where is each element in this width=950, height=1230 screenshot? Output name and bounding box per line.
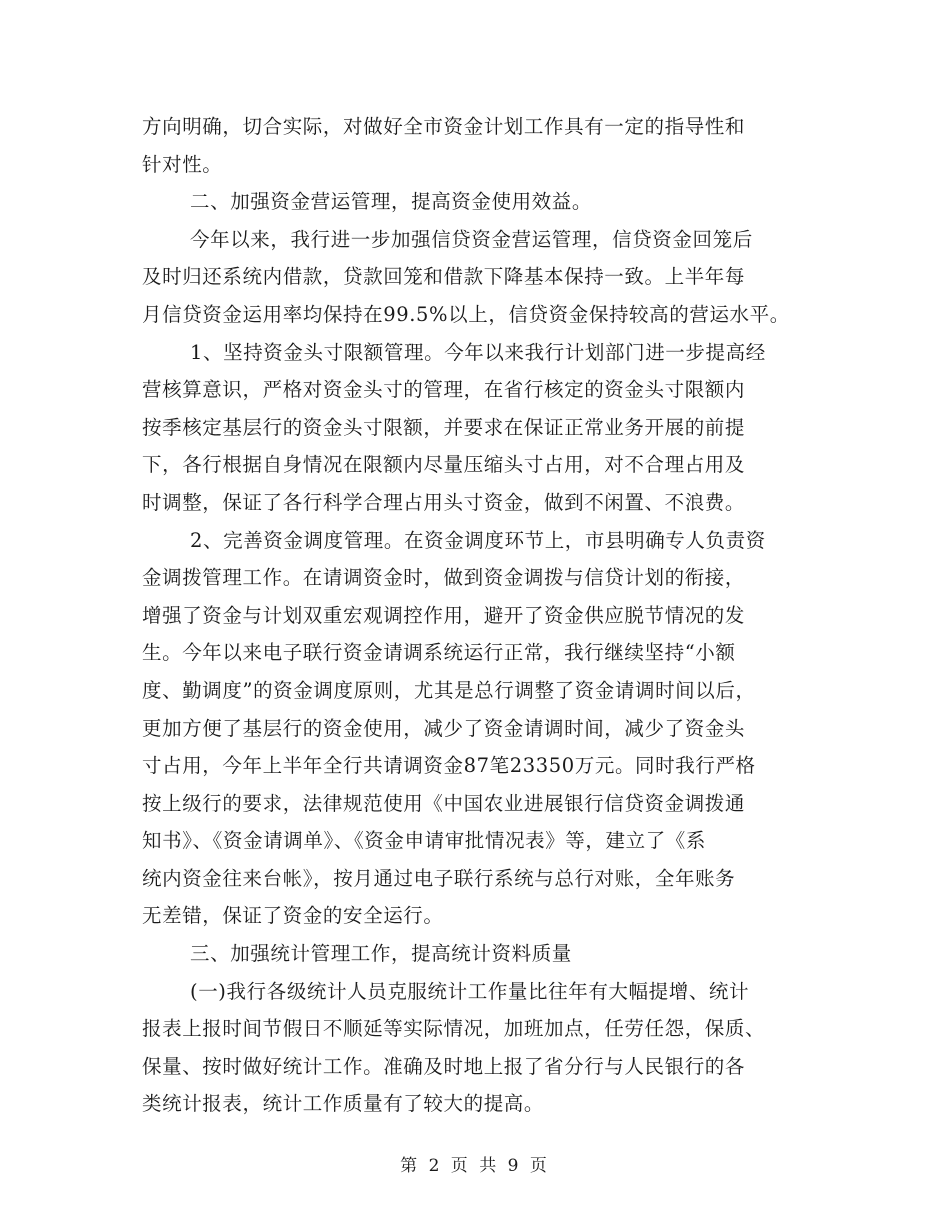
text-line: 知书》、《资金请调单》、《资金申请审批情况表》等，建立了《系 bbox=[142, 829, 707, 853]
text-line: 今年以来，我行进一步加强信贷资金营运管理，信贷资金回笼后 bbox=[190, 227, 753, 251]
text-line: 月信贷资金运用率均保持在99.5%以上，信贷资金保持较高的营运水平。 bbox=[142, 302, 790, 326]
text-line: 寸占用，今年上半年全行共请调资金87笔23350万元。同时我行严格 bbox=[142, 754, 756, 778]
text-line: 生。今年以来电子联行资金请调系统运行正常，我行继续坚持“小额 bbox=[142, 641, 736, 665]
text-line: 针对性。 bbox=[142, 152, 223, 176]
text-line: 无差错，保证了资金的安全运行。 bbox=[142, 904, 444, 928]
text-line: 金调拨管理工作。在请调资金时，做到资金调拨与信贷计划的衔接， bbox=[142, 566, 746, 590]
text-line: 按上级行的要求，法律规范使用《中国农业进展银行信贷资金调拨通 bbox=[142, 791, 746, 815]
text-line: 度、勤调度”的资金调度原则，尤其是总行调整了资金请调时间以后， bbox=[142, 678, 756, 702]
text-line: 1、坚持资金头寸限额管理。今年以来我行计划部门进一步提高经 bbox=[190, 340, 766, 364]
text-line: 更加方便了基层行的资金使用，减少了资金请调时间，减少了资金头 bbox=[142, 716, 746, 740]
text-line: 保量、按时做好统计工作。准确及时地上报了省分行与人民银行的各 bbox=[142, 1054, 746, 1078]
text-line: 增强了资金与计划双重宏观调控作用，避开了资金供应脱节情况的发 bbox=[142, 603, 746, 627]
text-line: 营核算意识，严格对资金头寸的管理，在省行核定的资金头寸限额内 bbox=[142, 378, 746, 402]
page-number: 第 2 页 共 9 页 bbox=[400, 1156, 550, 1176]
text-line: 按季核定基层行的资金头寸限额，并要求在保证正常业务开展的前提 bbox=[142, 415, 746, 439]
text-line: 统内资金往来台帐》，按月通过电子联行系统与总行对账，全年账务 bbox=[142, 866, 736, 890]
text-line: 三、加强统计管理工作，提高统计资料质量 bbox=[190, 942, 572, 966]
text-line: 类统计报表，统计工作质量有了较大的提高。 bbox=[142, 1092, 545, 1116]
text-line: 下，各行根据自身情况在限额内尽量压缩头寸占用，对不合理占用及 bbox=[142, 453, 746, 477]
text-line: 2、完善资金调度管理。在资金调度环节上，市县明确专人负责资 bbox=[190, 528, 766, 552]
text-line: 及时归还系统内借款，贷款回笼和借款下降基本保持一致。上半年每 bbox=[142, 265, 746, 289]
text-line: (一)我行各级统计人员克服统计工作量比往年有大幅提增、统计 bbox=[190, 979, 750, 1003]
document-body bbox=[142, 108, 812, 1123]
text-line: 方向明确，切合实际，对做好全市资金计划工作具有一定的指导性和 bbox=[142, 115, 746, 138]
text-line: 时调整，保证了各行科学合理占用头寸资金，做到不闲置、不浪费。 bbox=[142, 490, 746, 514]
text-line: 报表上报时间节假日不顺延等实际情况，加班加点，任劳任怨，保质、 bbox=[142, 1017, 766, 1041]
text-line: 二、加强资金营运管理，提高资金使用效益。 bbox=[190, 190, 593, 214]
